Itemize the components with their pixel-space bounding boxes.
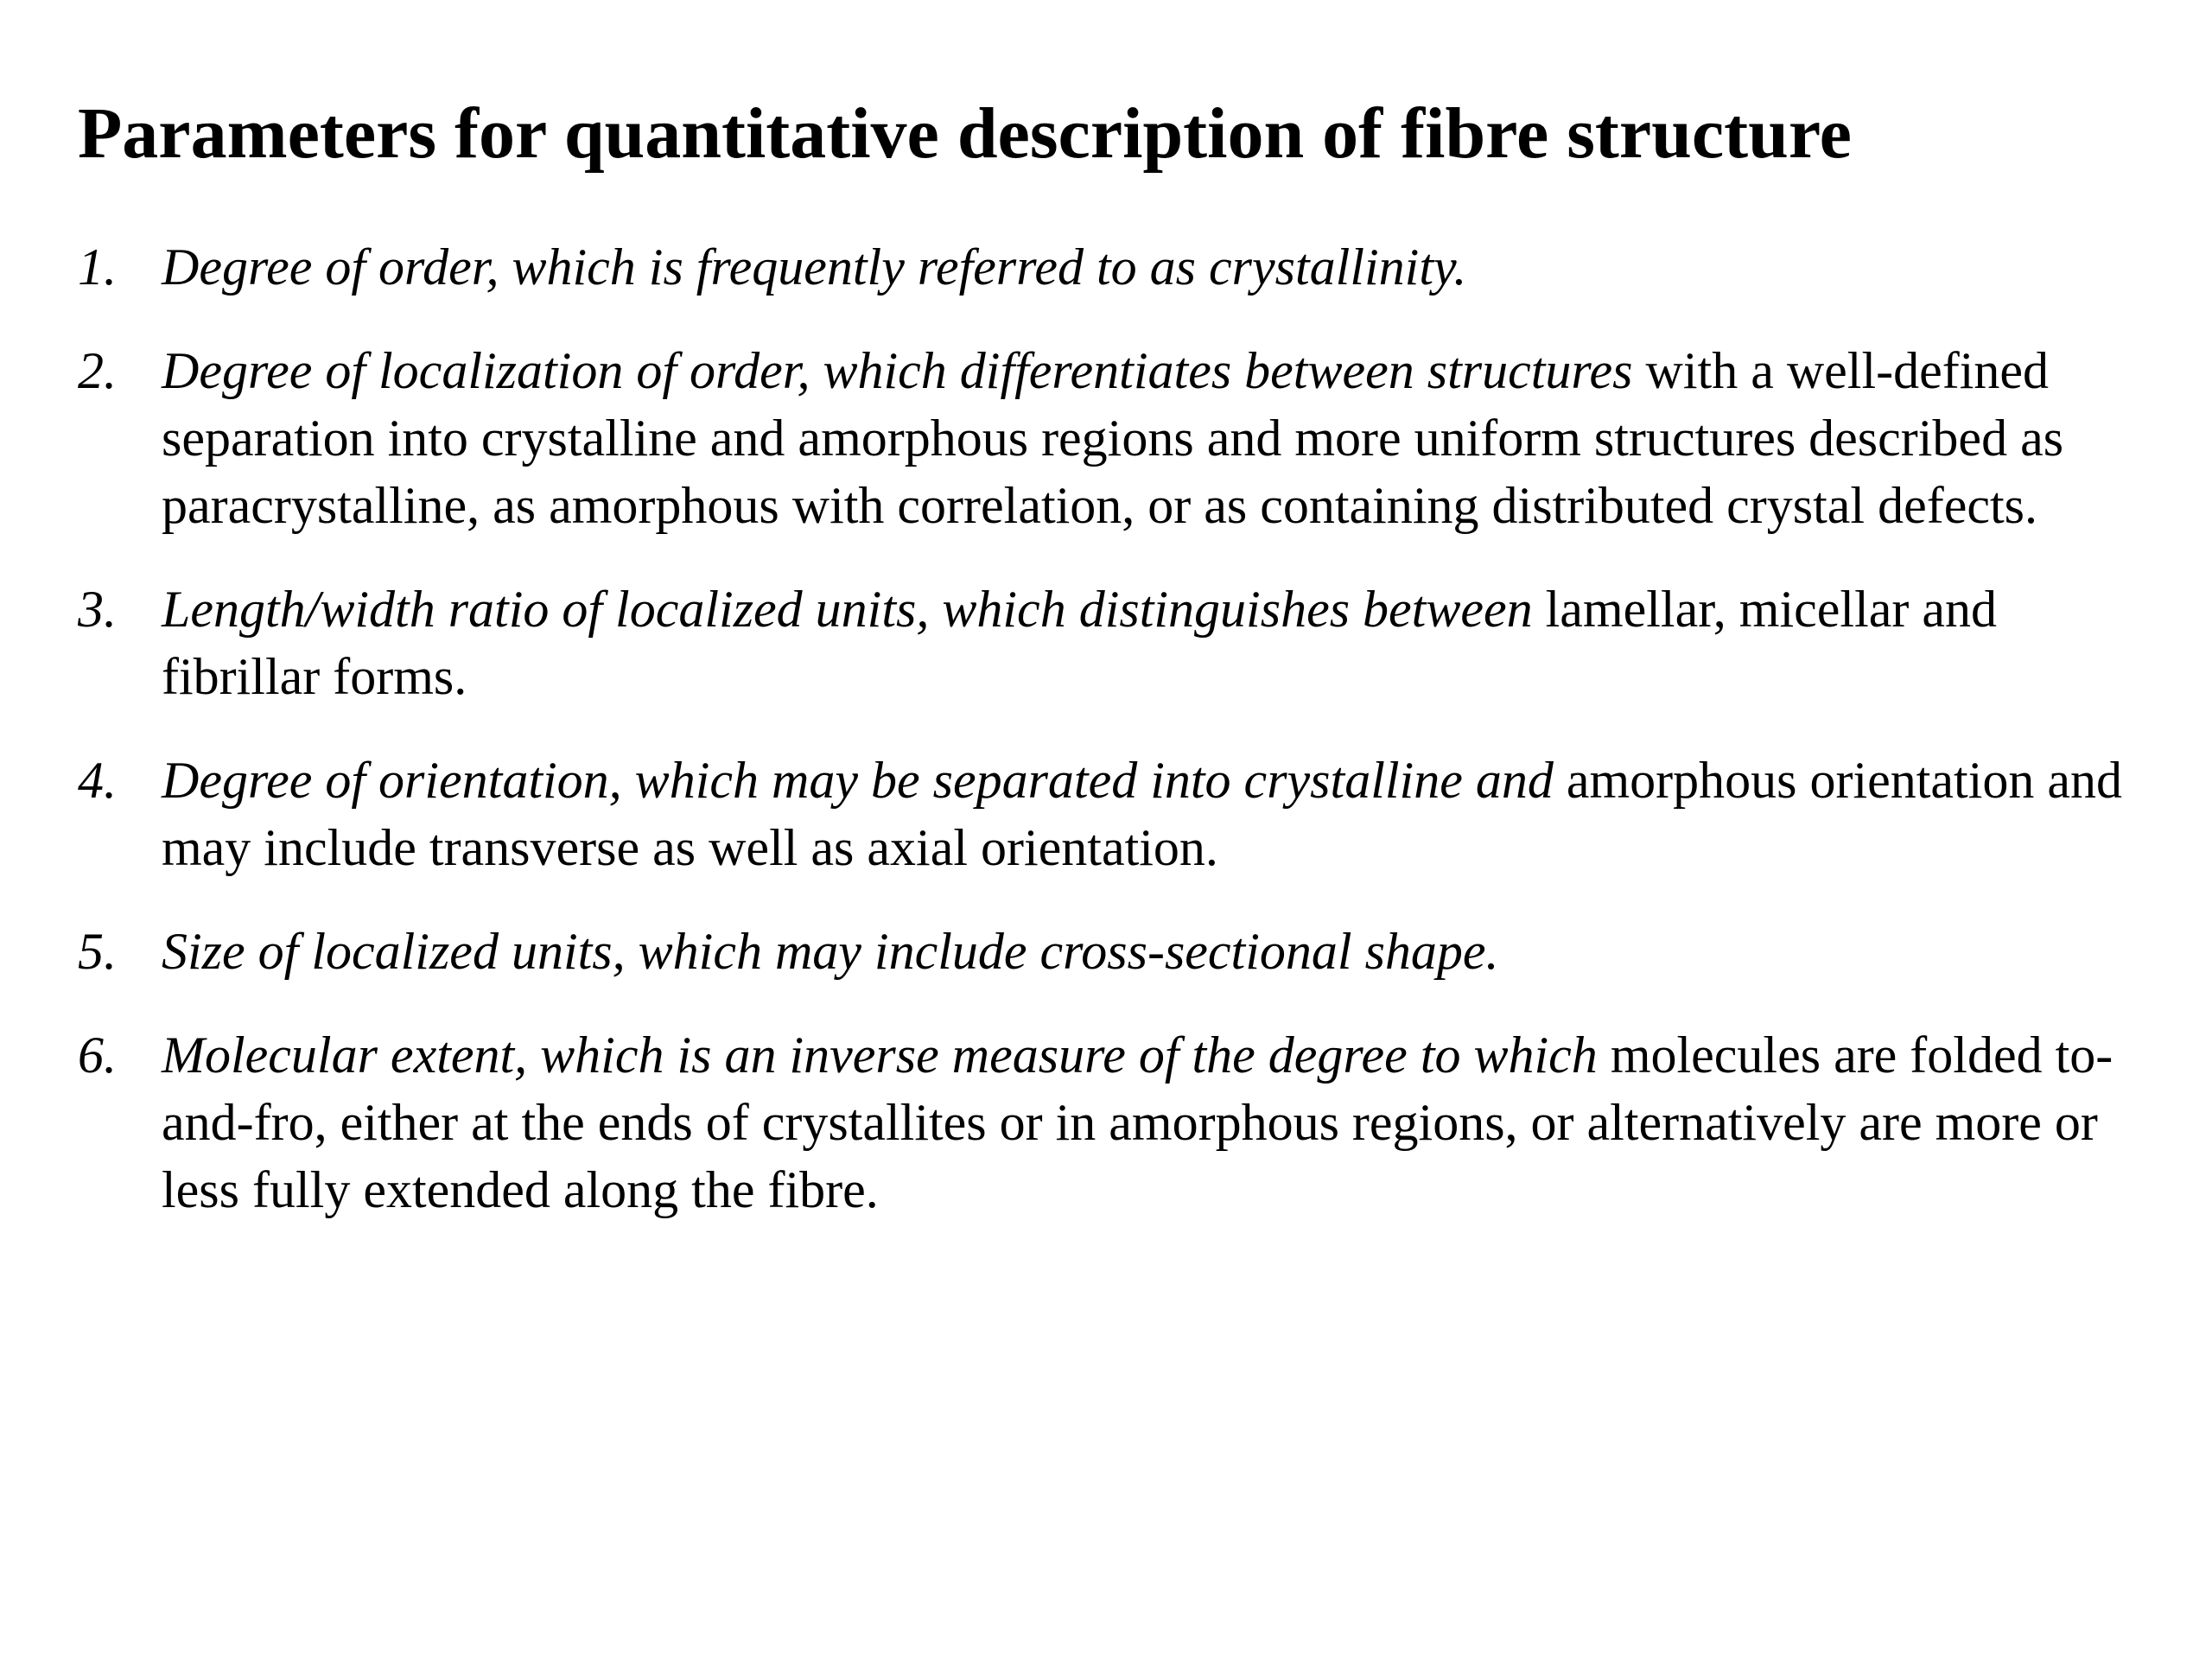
item-lead-text: Degree of orientation, which may be separated into crystalline and bbox=[162, 752, 1554, 809]
item-rest-text: with a well-defined separation into crystalline and amorphous regions and more uniform structures described as paracrystalline, as amorphous with correlation, or as containing distributed crystal defects. bbox=[162, 342, 2064, 534]
item-rest-text: molecules are folded to-and-fro, either at the ends of crystallites or in amorphous regions, or alternatively are more or less fully extended along the fibre. bbox=[162, 1027, 2113, 1218]
list-item bbox=[78, 918, 2152, 985]
item-lead-text: Degree of localization of order, which differentiates between structures bbox=[162, 342, 1633, 399]
list-item bbox=[78, 747, 2152, 881]
item-number: 4. bbox=[78, 752, 117, 809]
list-item bbox=[78, 233, 2152, 301]
item-number: 6. bbox=[78, 1027, 117, 1084]
item-lead-text: Size of localized units, which may include cross-sectional shape. bbox=[162, 923, 1499, 980]
item-lead-text: Degree of order, which is frequently referred to as crystallinity. bbox=[162, 238, 1467, 296]
list-item bbox=[78, 337, 2152, 539]
parameter-list bbox=[78, 233, 2152, 1260]
item-number: 5. bbox=[78, 923, 117, 980]
item-rest-text: lamellar, micellar and fibrillar forms. bbox=[162, 581, 1997, 705]
item-number: 3. bbox=[78, 581, 117, 638]
list-item bbox=[78, 1021, 2152, 1224]
item-rest-text: amorphous orientation and may include transverse as well as axial orientation. bbox=[162, 752, 2123, 876]
item-lead-text: Length/width ratio of localized units, which distinguishes between bbox=[162, 581, 1533, 638]
item-number: 1. bbox=[78, 238, 117, 296]
item-lead-text: Molecular extent, which is an inverse measure of the degree to which bbox=[162, 1027, 1598, 1084]
list-item bbox=[78, 575, 2152, 710]
slide-title: Parameters for quantitative description of fibre structure bbox=[78, 93, 1852, 174]
item-number: 2. bbox=[78, 342, 117, 399]
